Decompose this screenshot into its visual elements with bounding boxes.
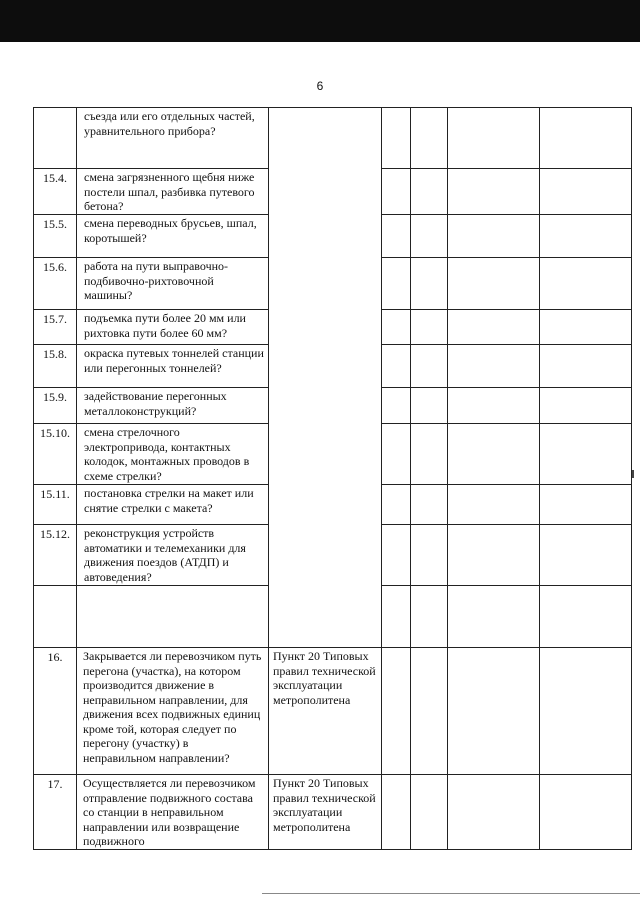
- row-number: 15.5.: [34, 215, 77, 258]
- scan-top-border: [0, 0, 640, 42]
- not-applicable-cell: [448, 586, 540, 648]
- answer-no-cell: [411, 648, 448, 775]
- table-row: [34, 775, 632, 850]
- notes-cell: [540, 424, 632, 485]
- row-number: 15.8.: [34, 345, 77, 388]
- row-number: [34, 586, 77, 648]
- answer-no-cell: [411, 169, 448, 215]
- not-applicable-cell: [448, 525, 540, 586]
- answer-yes-cell: [382, 310, 411, 345]
- row-number: 16.: [34, 648, 77, 775]
- notes-cell: [540, 775, 632, 850]
- answer-yes-cell: [382, 108, 411, 169]
- answer-yes-cell: [382, 424, 411, 485]
- answer-no-cell: [411, 525, 448, 586]
- not-applicable-cell: [448, 310, 540, 345]
- answer-yes-cell: [382, 586, 411, 648]
- not-applicable-cell: [448, 345, 540, 388]
- table-row: [34, 108, 632, 169]
- question-text: съезда или его отдельных частей, уравнительного прибора?: [77, 108, 269, 169]
- scan-bottom-line: [262, 893, 640, 894]
- answer-no-cell: [411, 586, 448, 648]
- answer-yes-cell: [382, 388, 411, 424]
- notes-cell: [540, 345, 632, 388]
- notes-cell: [540, 485, 632, 525]
- answer-no-cell: [411, 775, 448, 850]
- checklist-table: [33, 107, 632, 850]
- question-text: смена загрязненного щебня ниже постели шпал, разбивка путевого бетона?: [77, 169, 269, 215]
- answer-no-cell: [411, 345, 448, 388]
- answer-yes-cell: [382, 215, 411, 258]
- answer-yes-cell: [382, 485, 411, 525]
- table-row: [34, 648, 632, 775]
- answer-no-cell: [411, 215, 448, 258]
- notes-cell: [540, 310, 632, 345]
- not-applicable-cell: [448, 775, 540, 850]
- question-text: смена переводных брусьев, шпал, коротышей?: [77, 215, 269, 258]
- not-applicable-cell: [448, 424, 540, 485]
- notes-cell: [540, 108, 632, 169]
- question-text: задействование перегонных металлоконструкций?: [77, 388, 269, 424]
- question-text: Осуществляется ли перевозчиком отправление подвижного состава со станции в неправильном направлении или возвращение подвижного: [77, 775, 269, 850]
- question-text: смена стрелочного электропривода, контактных колодок, монтажных проводов в схеме стрелки?: [77, 424, 269, 485]
- scan-artifact: [632, 470, 634, 478]
- answer-yes-cell: [382, 169, 411, 215]
- requirement-reference: Пункт 20 Типовых правил технической эксплуатации метрополитена: [269, 648, 382, 775]
- notes-cell: [540, 648, 632, 775]
- notes-cell: [540, 525, 632, 586]
- row-number: 15.11.: [34, 485, 77, 525]
- not-applicable-cell: [448, 108, 540, 169]
- requirement-reference: [269, 108, 382, 648]
- page-number: 6: [316, 79, 324, 93]
- answer-no-cell: [411, 108, 448, 169]
- answer-no-cell: [411, 388, 448, 424]
- not-applicable-cell: [448, 485, 540, 525]
- answer-yes-cell: [382, 648, 411, 775]
- not-applicable-cell: [448, 258, 540, 310]
- row-number: 15.4.: [34, 169, 77, 215]
- question-text: постановка стрелки на макет или снятие стрелки с макета?: [77, 485, 269, 525]
- row-number: [34, 108, 77, 169]
- not-applicable-cell: [448, 169, 540, 215]
- notes-cell: [540, 258, 632, 310]
- row-number: 15.7.: [34, 310, 77, 345]
- not-applicable-cell: [448, 215, 540, 258]
- not-applicable-cell: [448, 388, 540, 424]
- answer-no-cell: [411, 310, 448, 345]
- answer-yes-cell: [382, 525, 411, 586]
- answer-yes-cell: [382, 345, 411, 388]
- row-number: 15.10.: [34, 424, 77, 485]
- answer-no-cell: [411, 258, 448, 310]
- notes-cell: [540, 215, 632, 258]
- notes-cell: [540, 169, 632, 215]
- question-text: Закрывается ли перевозчиком путь перегона (участка), на котором производится движение в неправильном направлении, для движения всех подвижных единиц кроме той, которая следует по перегону (участку) в неправильном направлении?: [77, 648, 269, 775]
- row-number: 15.12.: [34, 525, 77, 586]
- row-number: 15.6.: [34, 258, 77, 310]
- question-text: работа на пути выправочно-подбивочно-рихтовочной машины?: [77, 258, 269, 310]
- answer-no-cell: [411, 424, 448, 485]
- question-text: окраска путевых тоннелей станции или перегонных тоннелей?: [77, 345, 269, 388]
- question-text: [77, 586, 269, 648]
- answer-yes-cell: [382, 258, 411, 310]
- answer-yes-cell: [382, 775, 411, 850]
- notes-cell: [540, 586, 632, 648]
- notes-cell: [540, 388, 632, 424]
- requirement-reference: Пункт 20 Типовых правил технической эксплуатации метрополитена: [269, 775, 382, 850]
- not-applicable-cell: [448, 648, 540, 775]
- row-number: 17.: [34, 775, 77, 850]
- question-text: подъемка пути более 20 мм или рихтовка пути более 60 мм?: [77, 310, 269, 345]
- question-text: реконструкция устройств автоматики и телемеханики для движения поездов (АТДП) и автоведения?: [77, 525, 269, 586]
- answer-no-cell: [411, 485, 448, 525]
- row-number: 15.9.: [34, 388, 77, 424]
